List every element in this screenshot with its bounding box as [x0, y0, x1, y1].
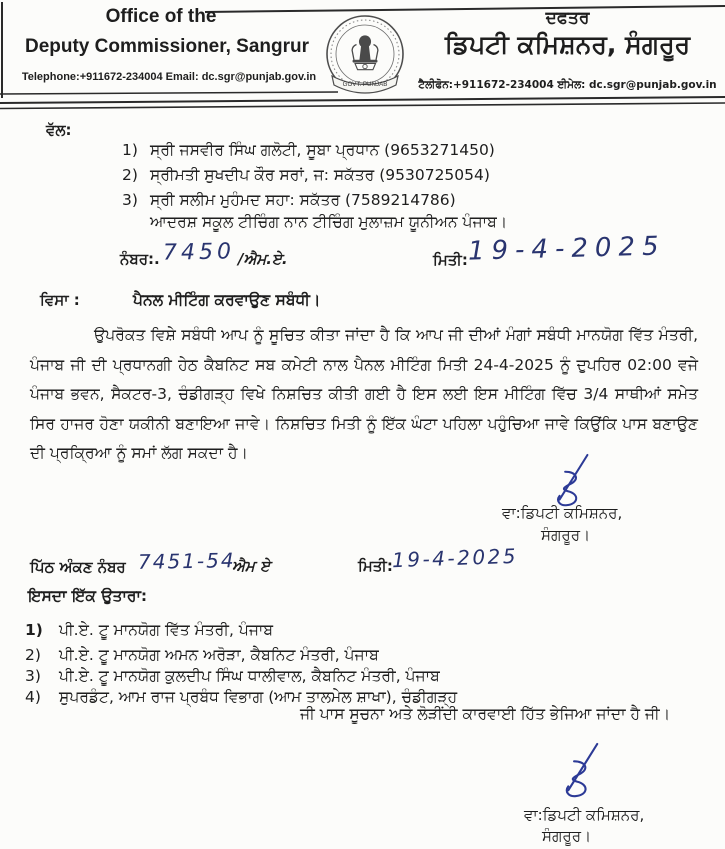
addressee-number: 3) — [122, 191, 138, 209]
copy-closing-line: ਜੀ ਪਾਸ ਸੂਚਨਾ ਅਤੇ ਲੋੜੀਂਦੀ ਕਾਰਵਾਈ ਹਿੱਤ ਭੇਜਿਆ ਜਾਂਦਾ ਹੈ ਜੀ। — [300, 705, 671, 723]
signatory-designation: ਵਾ:ਡਿਪਟੀ ਕਮਿਸ਼ਨਰ, — [524, 806, 645, 824]
copy-heading: ਇਸਦਾ ਇੱਕ ਉਤਾਰਾ: — [28, 587, 148, 605]
office-name-pa-line1: ਦਫਤਰ — [545, 8, 590, 28]
to-label: ਵੱਲ: — [46, 121, 72, 139]
copy-item-text: ਪੀ.ਏ. ਟੂ ਮਾਨਯੋਗ ਵਿੱਤ ਮੰਤਰੀ, ਪੰਜਾਬ — [59, 621, 274, 639]
signatory-place: ਸੰਗਰੂਰ। — [542, 827, 592, 845]
endorsement-number-label: ਪਿੱਠ ਅੰਕਣ ਨੰਬਰ — [30, 558, 126, 576]
copy-item — [25, 645, 379, 665]
copy-item-number: 2) — [25, 646, 41, 664]
signatory-designation: ਵਾ:ਡਿਪਟੀ ਕਮਿਸ਼ਨਰ, — [502, 504, 623, 522]
copy-item-number: 1) — [25, 621, 43, 639]
copy-item — [25, 620, 273, 640]
addressee-item — [122, 165, 490, 185]
addressee-item — [122, 190, 456, 210]
office-name-pa-line2: ਡਿਪਟੀ ਕਮਿਸ਼ਨਰ, ਸੰਗਰੂਰ — [444, 30, 691, 59]
govt-punjab-seal-icon — [324, 13, 406, 101]
addressee-organisation: ਆਦਰਸ਼ ਸਕੂਲ ਟੀਚਿੰਗ ਨਾਨ ਟੀਚਿੰਗ ਮੁਲਾਜ਼ਮ ਯੂਨੀਅਨ ਪੰਜਾਬ। — [150, 213, 508, 231]
office-contact-pa: ਟੈਲੀਫੋਨ:+911672-234004 ਈਮੇਲ: dc.sgr@punjab.gov.in — [418, 79, 717, 91]
ref-number-label: ਨੰਬਰ:. — [120, 250, 160, 268]
subject-text: ਪੈਨਲ ਮੀਟਿੰਗ ਕਰਵਾਉਣ ਸਬੰਧੀ। — [133, 291, 321, 309]
ref-number-suffix: /ਐਮ.ਏ. — [238, 250, 288, 268]
ref-date-handwritten: 19-4-2025 — [467, 231, 666, 267]
addressee-text: ਸ੍ਰੀ ਸਲੀਮ ਮੁਹੰਮਦ ਸਹਾ: ਸਕੱਤਰ (7589214786) — [150, 191, 456, 209]
copy-item-text: ਪੀ.ਏ. ਟੂ ਮਾਨਯੋਗ ਅਮਨ ਅਰੋੜਾ, ਕੈਬਨਿਟ ਮੰਤਰੀ, ਪੰਜਾਬ — [59, 646, 379, 664]
addressee-item — [122, 140, 495, 160]
signature-scribble-icon — [541, 452, 593, 510]
office-contact-en: Telephone:+911672-234004 Email: dc.sgr@punjab.gov.in — [21, 71, 317, 83]
addressee-text: ਸ੍ਰੀਮਤੀ ਸੁਖਦੀਪ ਕੌਰ ਸਰਾਂ, ਜ: ਸਕੱਤਰ (9530725054) — [150, 166, 490, 184]
copy-item — [25, 666, 440, 686]
copy-item-number: 3) — [25, 667, 41, 685]
signatory-place: ਸੰਗਰੂਰ। — [541, 526, 591, 544]
addressee-number: 2) — [122, 166, 138, 184]
addressee-text: ਸ੍ਰੀ ਜਸਵੀਰ ਸਿੰਘ ਗਲੋਟੀ, ਸੂਬਾ ਪ੍ਰਧਾਨ (9653271450) — [150, 141, 495, 159]
endorsement-number-handwritten: 7451-54 — [137, 548, 236, 574]
endorsement-number-suffix: ਐਮ ਏ — [232, 557, 270, 575]
ref-number-handwritten: 7450 — [162, 239, 236, 266]
signature-scribble-icon — [549, 740, 603, 802]
body-paragraph: ਉਪਰੋਕਤ ਵਿਸ਼ੇ ਸਬੰਧੀ ਆਪ ਨੂੰ ਸੂਚਿਤ ਕੀਤਾ ਜਾਂਦਾ ਹੈ ਕਿ ਆਪ ਜੀ ਦੀਆਂ ਮੰਗਾਂ ਸਬੰਧੀ ਮਾਨਯੋਗ ਵਿੱਤ ਮੰਤਰੀ, ਪੰਜਾਬ ਜੀ ਦੀ ਪ੍ਰਧਾਨਗੀ ਹੇਠ ਕੈਬਨਿਟ ਸਬ ਕਮੇਟੀ ਨਾਲ ਪੈਨਲ ਮੀਟਿੰਗ ਮਿਤੀ 24-4-2025 ਨੂੰ ਦੁਪਹਿਰ 02:00 ਵਜੇ ਪੰਜਾਬ ਭਵਨ, ਸੈਕਟਰ-3, ਚੰਡੀਗੜ੍ਹ ਵਿਖੇ ਨਿਸ਼ਚਿਤ ਕੀਤੀ ਗਈ ਹੈ ਇਸ ਲਈ ਇਸ ਮੀਟਿੰਗ ਵਿੱਚ 3/4 ਸਾਥੀਆਂ ਸਮੇਤ ਸਿਰ ਹਾਜਰ ਹੋਣਾ ਯਕੀਨੀ ਬਣਾਇਆ ਜਾਵੇ। ਨਿਸ਼ਚਿਤ ਮਿਤੀ ਨੂੰ ਇੱਕ ਘੰਟਾ ਪਹਿਲਾ ਪਹੁੰਚਿਆ ਜਾਵੇ ਕਿਉਂਕਿ ਪਾਸ ਬਣਾਉਣ ਦੀ ਪ੍ਰਕ੍ਰਿਆ ਨੂੰ ਸਮਾਂ ਲੱਗ ਸਕਦਾ ਹੈ। — [30, 326, 698, 462]
copy-item-text: ਸੁਪਰਡੰਟ, ਆਮ ਰਾਜ ਪ੍ਰਬੰਧ ਵਿਭਾਗ (ਆਮ ਤਾਲਮੇਲ ਸ਼ਾਖਾ), ਚੰਡੀਗੜ੍ਹ — [59, 688, 458, 706]
seal-ribbon-text: GOVT. PUNJAB — [342, 81, 388, 88]
endorsement-date-handwritten: 19-4-2025 — [391, 543, 519, 573]
subject-label: ਵਿਸਾ : — [40, 291, 80, 309]
copy-item — [25, 687, 457, 707]
endorsement-date-label: ਮਿਤੀ: — [358, 557, 393, 575]
copy-item-text: ਪੀ.ਏ. ਟੂ ਮਾਨਯੋਗ ਕੁਲਦੀਪ ਸਿੰਘ ਧਾਲੀਵਾਲ, ਕੈਬਨਿਟ ਮੰਤਰੀ, ਪੰਜਾਬ — [59, 667, 440, 685]
office-name-en-line2: Deputy Commissioner, Sangrur — [24, 36, 309, 57]
office-name-en-line1: Office of the — [105, 6, 217, 27]
addressee-number: 1) — [122, 141, 138, 159]
copy-item-number: 4) — [25, 688, 41, 706]
ref-date-label: ਮਿਤੀ: — [433, 251, 468, 269]
